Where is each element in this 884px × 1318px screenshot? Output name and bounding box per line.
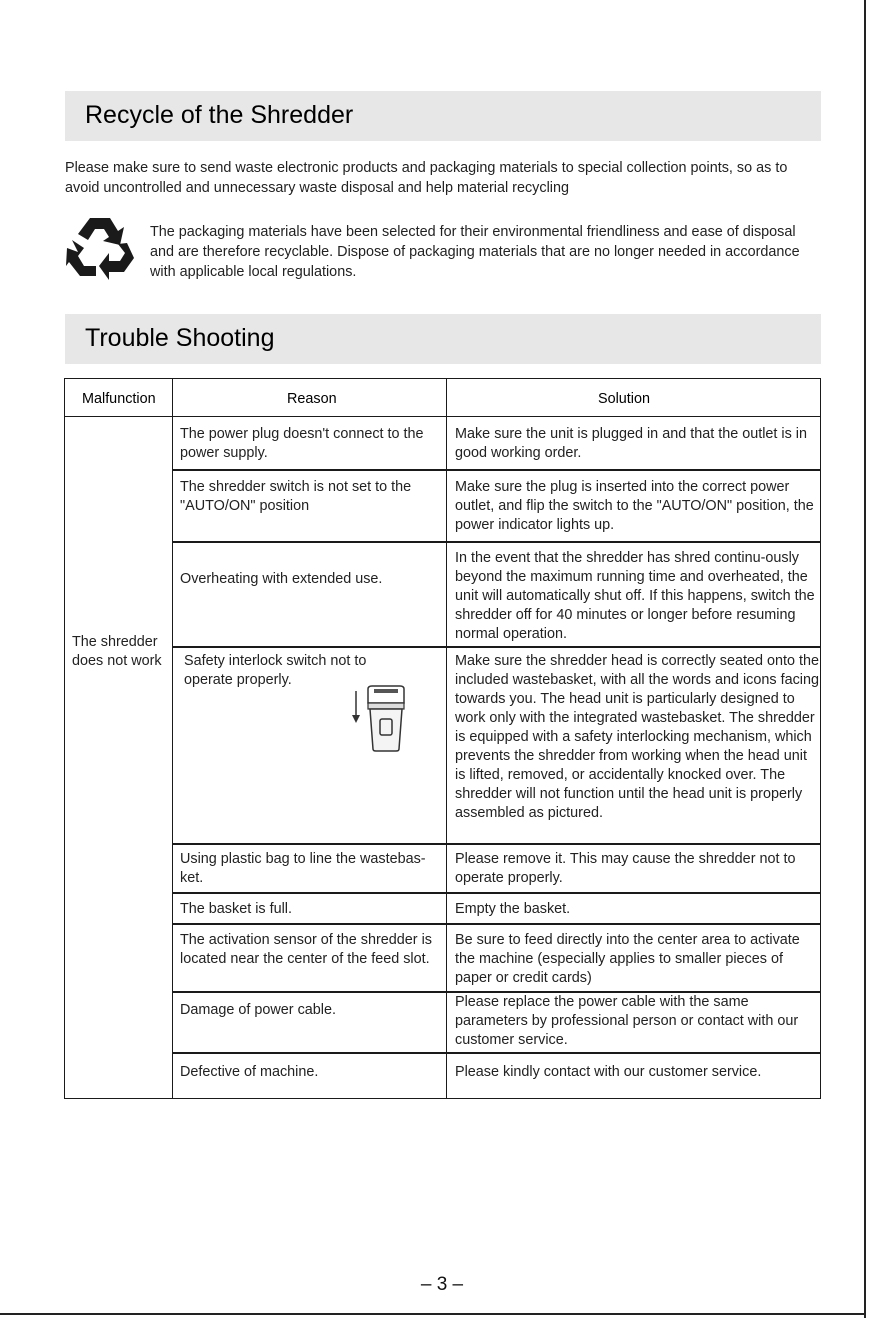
trouble-section-header [65, 314, 821, 364]
row-divider [172, 541, 821, 543]
recycle-note-text: The packaging materials have been selected for their environmental friendliness and ease of disposal and are therefore recyclable. Dispose of packaging materials that are no longer needed in accordance with applicable local regulations. [150, 224, 800, 280]
reason-cell: The shredder switch is not set to the "AUTO/ON" position [180, 479, 412, 514]
row-divider [172, 923, 821, 925]
reason-cell: Damage of power cable. [180, 1002, 336, 1018]
solution-cell: In the event that the shredder has shred continu-ously beyond the maximum running time and overheated, the unit will automatically shut off. If this happens, switch the shredder off for 40 minutes or longer before resuming normal operation. [455, 550, 815, 642]
page-edge-right [864, 0, 866, 1318]
page-number: – 3 – [420, 1274, 464, 1295]
solution-cell: Make sure the plug is inserted into the correct power outlet, and flip the switch to the "AUTO/ON" position, the power indicator lights up. [455, 479, 814, 533]
table-header-rule [64, 416, 821, 417]
solution-cell: Please remove it. This may cause the shredder not to operate properly. [455, 851, 796, 886]
table-border-bottom [64, 1098, 821, 1099]
solution-cell: Empty the basket. [455, 901, 571, 917]
table-border-top [64, 378, 821, 379]
reason-cell: The power plug doesn't connect to the power supply. [180, 426, 424, 461]
recycle-intro-text: Please make sure to send waste electronic products and packaging materials to special collection points, so as to avoid uncontrolled and unnecessary waste disposal and help material recycling [65, 160, 788, 196]
header-solution: Solution [598, 391, 651, 407]
solution-cell: Please replace the power cable with the same parameters by professional person or contact with our customer service. [455, 994, 799, 1048]
row-divider [172, 1052, 821, 1054]
header-reason: Reason [287, 391, 337, 407]
row-divider [172, 892, 821, 894]
trouble-section-title: Trouble Shooting [85, 324, 275, 352]
solution-cell: Make sure the unit is plugged in and that the outlet is in good working order. [455, 426, 807, 461]
reason-cell: Overheating with extended use. [180, 571, 383, 587]
shredder-illustration [348, 685, 410, 757]
reason-cell: Defective of machine. [180, 1064, 319, 1080]
recycle-section-header [65, 91, 821, 141]
malfunction-cell: The shredder does not work [72, 634, 162, 669]
header-malfunction: Malfunction [82, 391, 156, 407]
row-divider [172, 843, 821, 845]
reason-cell: Using plastic bag to line the wastebas-ket. [180, 851, 426, 886]
row-divider [172, 646, 821, 648]
recycle-icon [64, 212, 136, 284]
table-border-left [64, 378, 65, 1099]
reason-cell: The activation sensor of the shredder is located near the center of the feed slot. [180, 932, 432, 967]
page-edge-bottom [0, 1313, 866, 1315]
row-divider [172, 469, 821, 471]
reason-cell: Safety interlock switch not to operate properly. [184, 653, 367, 688]
solution-cell: Please kindly contact with our customer service. [455, 1064, 762, 1080]
recycle-section-title: Recycle of the Shredder [85, 101, 354, 129]
solution-cell: Be sure to feed directly into the center area to activate the machine (especially applies to smaller pieces of paper or credit cards) [455, 932, 800, 986]
reason-cell: The basket is full. [180, 901, 292, 917]
solution-cell: Make sure the shredder head is correctly seated onto the included wastebasket, with all the words and icons facing towards you. The head unit is particularly designed to work only with the integrated wastebasket. The shredder is equipped with a safety interlocking mechanism, which prevents the shredder from working when the head unit is lifted, removed, or accidentally knocked over. The shredder will not function until the head unit is properly assembled as pictured. [455, 653, 819, 821]
